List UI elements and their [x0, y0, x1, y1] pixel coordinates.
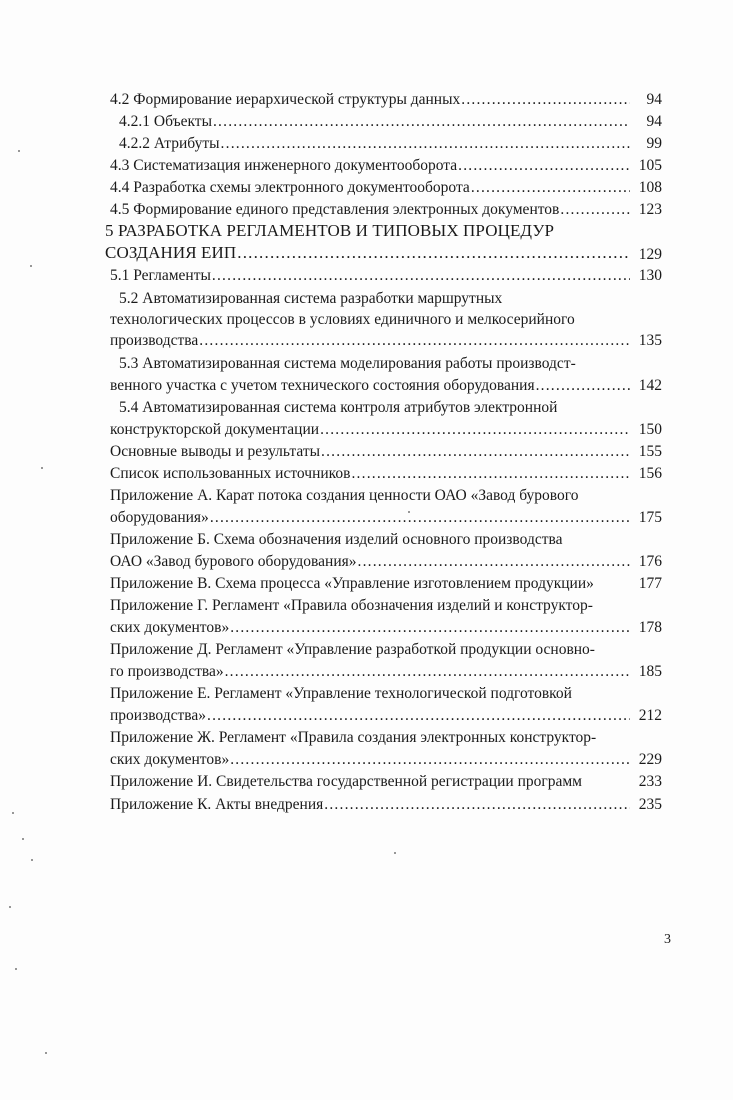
toc-page-number: 233 [638, 773, 662, 790]
scan-speck [12, 812, 14, 814]
toc-entry-title: оборудования» [110, 509, 209, 526]
toc-entry-4-4 [110, 178, 630, 198]
toc-page-number: 177 [638, 575, 662, 592]
dot-leader [324, 795, 630, 815]
toc-appendix-g-line1: Приложение Г. Регламент «Правила обозначения изделий и конструктор- [110, 597, 593, 614]
dot-leader [351, 464, 630, 484]
dot-leader [225, 662, 630, 682]
toc-chapter-5-line2 [105, 243, 630, 263]
toc-page-number: 229 [638, 751, 662, 768]
toc-entry-title: 5.1 Регламенты [110, 267, 211, 284]
toc-page-number: 135 [638, 332, 662, 349]
toc-page-number: 108 [638, 179, 662, 196]
toc-entry-5-3-line2 [110, 376, 630, 396]
toc-appendix-zh-line2 [110, 750, 630, 770]
toc-entry-title: 4.2 Формирование иерархической структуры данных [110, 91, 461, 108]
dot-leader [230, 750, 630, 770]
toc-page-number: 123 [638, 201, 662, 218]
toc-page-number: 175 [638, 509, 662, 526]
toc-entry-5-2-line1: 5.2 Автоматизированная система разработки маршрутных [119, 290, 503, 307]
scan-speck [9, 906, 11, 908]
toc-entry-title: 4.5 Формирование единого представления электронных документов [110, 201, 560, 218]
scan-speck [30, 265, 32, 267]
toc-page-number: 94 [646, 113, 662, 130]
toc-entry-title: Список использованных источников [110, 465, 351, 482]
toc-entry-title: конструкторской документации [110, 421, 320, 438]
toc-entry-title: производства» [110, 707, 207, 724]
dot-leader [321, 442, 630, 462]
dot-leader [320, 420, 630, 440]
dot-leader [213, 112, 630, 132]
toc-appendix-g-line2 [110, 618, 630, 638]
toc-page-number: 105 [638, 157, 662, 174]
toc-entry-5-4-line1: 5.4 Автоматизированная система контроля атрибутов электронной [119, 399, 558, 416]
toc-entry-title: Основные выводы и результаты [110, 443, 321, 460]
toc-entry-title: ских документов» [110, 619, 230, 636]
toc-entry-title: ских документов» [110, 751, 230, 768]
toc-appendix-k [110, 795, 630, 815]
dot-leader [212, 266, 630, 286]
toc-page-number: 129 [638, 246, 662, 263]
toc-page-number: 156 [638, 465, 662, 482]
toc-appendix-zh-line1: Приложение Ж. Регламент «Правила создания электронных конструктор- [110, 729, 597, 746]
dot-leader [358, 552, 631, 572]
scan-speck [22, 838, 24, 840]
toc-entry-5-3-line1: 5.3 Автоматизированная система моделирования работы производст- [119, 355, 576, 372]
toc-appendix-i: Приложение И. Свидетельства государственной регистрации программ [110, 773, 582, 790]
toc-entry-5-1 [110, 266, 630, 286]
toc-page-number: 176 [638, 553, 662, 570]
scan-speck [394, 852, 396, 854]
toc-entry-title: го производства» [110, 663, 224, 680]
toc-page-number: 235 [638, 796, 662, 813]
dot-leader [221, 134, 630, 154]
toc-appendix-a-line2 [110, 508, 630, 528]
toc-entry-title: венного участка с учетом технического состояния оборудования [110, 377, 535, 394]
toc-entry-title: СОЗДАНИЯ ЕИП [105, 243, 237, 262]
toc-page-number: 155 [638, 443, 662, 460]
toc-entry-4-2-1 [119, 112, 630, 132]
toc-page-number: 212 [638, 707, 662, 724]
scan-speck [408, 511, 410, 513]
toc-entry-title: 4.3 Систематизация инженерного документооборота [110, 157, 458, 174]
scan-speck [45, 1052, 47, 1054]
toc-entry-references [110, 464, 630, 484]
scan-speck [18, 150, 20, 152]
scan-speck [31, 859, 33, 861]
dot-leader [207, 706, 630, 726]
toc-appendix-v: Приложение В. Схема процесса «Управление изготовлением продукции» [110, 575, 594, 592]
toc-entry-4-2 [110, 90, 630, 110]
toc-page-number: 150 [638, 421, 662, 438]
toc-page-number: 178 [638, 619, 662, 636]
toc-appendix-b-line2 [110, 552, 630, 572]
toc-appendix-e-line2 [110, 706, 630, 726]
dot-leader [210, 508, 630, 528]
scan-speck [41, 467, 43, 469]
dot-leader [237, 243, 630, 263]
toc-entry-5-2-line3 [110, 331, 630, 351]
toc-appendix-b-line1: Приложение Б. Схема обозначения изделий основного производства [110, 531, 563, 548]
toc-entry-4-2-2 [119, 134, 630, 154]
toc-entry-4-5 [110, 200, 630, 220]
toc-entry-conclusions [110, 442, 630, 462]
toc-entry-title: 4.2.1 Объекты [119, 113, 212, 130]
scan-speck [15, 968, 17, 970]
toc-page-number: 99 [646, 135, 662, 152]
toc-page-number: 94 [646, 91, 662, 108]
toc-entry-title: Приложение К. Акты внедрения [110, 796, 324, 813]
toc-chapter-5-line1: 5 РАЗРАБОТКА РЕГЛАМЕНТОВ И ТИПОВЫХ ПРОЦЕДУР [105, 221, 555, 240]
dot-leader [230, 618, 630, 638]
toc-entry-title: 4.4 Разработка схемы электронного документооборота [110, 179, 470, 196]
page-number: 3 [664, 932, 671, 947]
toc-page-number: 130 [638, 267, 662, 284]
toc-page-number: 142 [638, 377, 662, 394]
toc-appendix-d-line1: Приложение Д. Регламент «Управление разработкой продукции основно- [110, 641, 595, 658]
toc-entry-4-3 [110, 156, 630, 176]
toc-appendix-e-line1: Приложение Е. Регламент «Управление технологической подготовкой [110, 685, 572, 702]
toc-entry-5-2-line2: технологических процессов в условиях единичного и мелкосерийного [110, 311, 575, 328]
toc-page-number: 185 [638, 663, 662, 680]
toc-entry-5-4-line2 [110, 420, 630, 440]
toc-appendix-a-line1: Приложение А. Карат потока создания ценности ОАО «Завод бурового [110, 487, 579, 504]
dot-leader [199, 331, 630, 351]
toc-entry-title: производства [110, 332, 199, 349]
toc-appendix-d-line2 [110, 662, 630, 682]
toc-entry-title: 4.2.2 Атрибуты [119, 135, 220, 152]
toc-entry-title: ОАО «Завод бурового оборудования» [110, 553, 357, 570]
